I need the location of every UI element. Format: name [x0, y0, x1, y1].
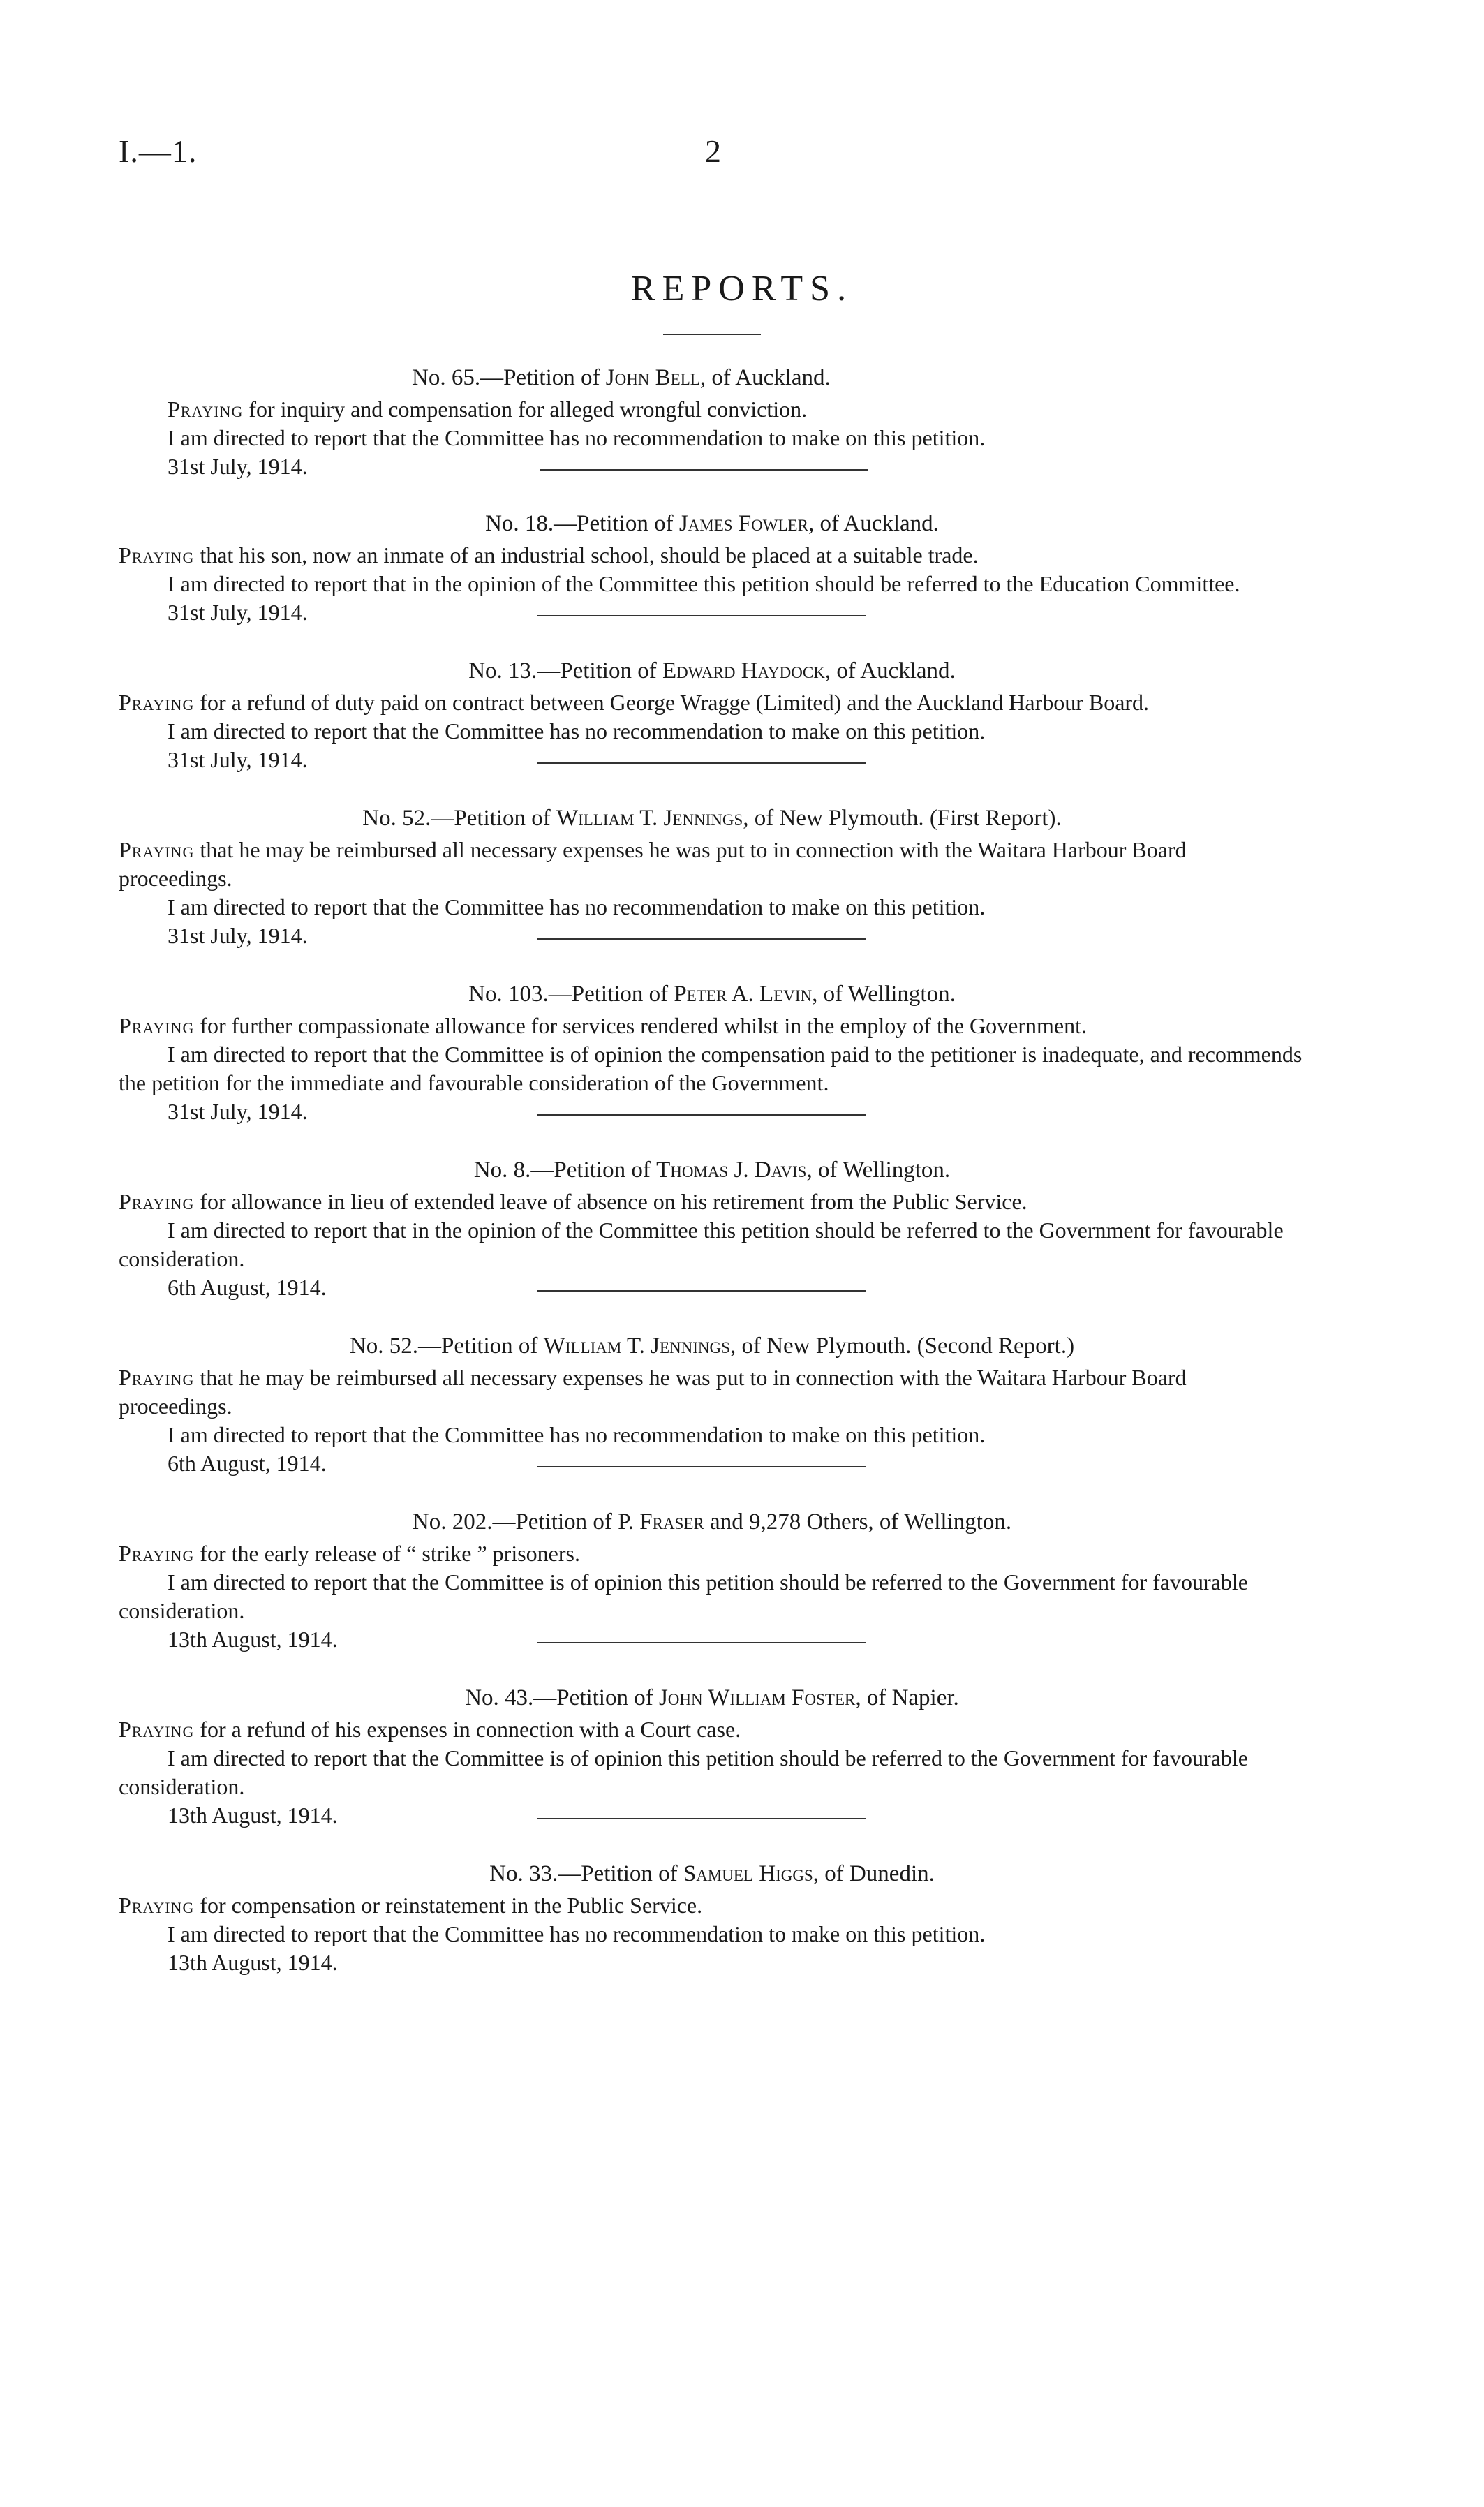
report-date: 31st July, 1914.	[168, 454, 308, 479]
praying-word: Praying	[119, 690, 195, 715]
date-row	[119, 746, 1305, 774]
petitioner-name: William T. Jennings	[543, 1333, 730, 1359]
heading-prefix: No. 52.—Petition of	[349, 1333, 544, 1359]
heading-suffix: , of Dunedin.	[813, 1861, 935, 1886]
petition-entry	[119, 1507, 1305, 1654]
entry-divider	[537, 762, 866, 764]
page-title: REPORTS.	[630, 269, 854, 309]
praying-body: for further compassionate allowance for services rendered whilst in the employ of the Government.	[194, 1013, 1087, 1038]
report-date: 13th August, 1914.	[168, 1803, 338, 1828]
praying-text	[119, 1012, 1305, 1040]
petitioner-name: Edward Haydock	[662, 658, 825, 683]
heading-prefix: No. 33.—Petition of	[489, 1861, 683, 1886]
report-date: 13th August, 1914.	[168, 1627, 338, 1652]
praying-body: that he may be reimbursed all necessary expenses he was put to in connection with the Waitara Harbour Board proceedings.	[119, 1365, 1187, 1419]
report-text: I am directed to report that the Committee is of opinion this petition should be referred to the Government for favourable consideration.	[119, 1569, 1248, 1623]
report-text: I am directed to report that in the opinion of the Committee this petition should be referred to the Education Committee.	[168, 571, 1240, 596]
petitioner-name: James Fowler	[678, 511, 808, 536]
heading-suffix: , of Napier.	[855, 1685, 959, 1710]
date-row	[119, 1801, 1305, 1830]
praying-text	[119, 1715, 1305, 1744]
date-row	[119, 1625, 1305, 1654]
praying-word: Praying	[119, 542, 195, 568]
praying-text	[119, 688, 1305, 717]
report-text: I am directed to report that the Committee is of opinion this petition should be referred to the Government for favourable consideration.	[119, 1745, 1248, 1799]
petition-heading	[119, 1859, 1305, 1888]
date-row	[119, 922, 1305, 950]
date-row	[119, 452, 1305, 481]
petition-entry	[119, 363, 1305, 481]
date-row	[119, 1273, 1305, 1302]
entry-divider	[537, 938, 866, 940]
report-text: I am directed to report that the Committee has no recommendation to make on this petition.	[168, 1921, 986, 1946]
heading-prefix: No. 65.—Petition of	[412, 365, 606, 390]
report-date: 31st July, 1914.	[168, 747, 308, 772]
praying-body: for a refund of his expenses in connection with a Court case.	[194, 1717, 741, 1742]
report-date: 31st July, 1914.	[168, 923, 308, 948]
entry-divider	[537, 1466, 866, 1467]
heading-prefix: No. 43.—Petition of	[465, 1685, 659, 1710]
reports-list	[119, 363, 1305, 1977]
petition-heading	[119, 804, 1305, 833]
praying-word: Praying	[119, 1365, 195, 1390]
praying-body: for a refund of duty paid on contract between George Wragge (Limited) and the Auckland Harbour Board.	[194, 690, 1150, 715]
heading-suffix: and 9,278 Others, of Wellington.	[704, 1509, 1012, 1534]
report-text: I am directed to report that in the opinion of the Committee this petition should be referred to the Government for favourable consideration.	[119, 1218, 1284, 1271]
heading-suffix: , of Wellington.	[812, 982, 956, 1007]
praying-text	[119, 1539, 1305, 1568]
praying-word: Praying	[119, 837, 195, 862]
heading-prefix: No. 52.—Petition of	[362, 806, 556, 831]
praying-word: Praying	[119, 1189, 195, 1214]
petitioner-name: William T. Jennings	[556, 806, 743, 831]
praying-word: Praying	[119, 1541, 195, 1566]
entry-divider	[537, 1290, 866, 1292]
praying-text	[168, 395, 1305, 424]
praying-body: that his son, now an inmate of an industrial school, should be placed at a suitable trade.	[194, 542, 979, 568]
petitioner-name: John Bell	[605, 365, 700, 390]
petition-entry	[119, 804, 1305, 950]
page-number: 2	[705, 133, 721, 169]
petition-heading	[119, 1507, 1305, 1537]
petition-heading	[119, 656, 1305, 686]
entry-divider	[537, 1642, 866, 1643]
praying-text	[119, 1188, 1305, 1216]
petitioner-name: John William Foster	[658, 1685, 856, 1710]
date-row	[119, 1948, 1305, 1977]
report-date: 31st July, 1914.	[168, 600, 308, 625]
petition-heading	[119, 979, 1305, 1009]
title-divider	[663, 334, 761, 335]
praying-word: Praying	[119, 1893, 195, 1918]
petition-entry	[119, 1683, 1305, 1830]
praying-body: for allowance in lieu of extended leave of absence on his retirement from the Public Service.	[194, 1189, 1027, 1214]
entry-divider	[537, 1818, 866, 1819]
petitioner-name: Peter A. Levin	[674, 982, 813, 1007]
petitioner-name: Thomas J. Davis	[656, 1158, 807, 1183]
heading-prefix: No. 13.—Petition of	[468, 658, 662, 683]
paper-reference: I.—1.	[119, 133, 198, 169]
praying-word: Praying	[119, 1013, 195, 1038]
praying-word: Praying	[168, 397, 244, 422]
heading-prefix: No. 8.—Petition of	[473, 1158, 657, 1183]
report-text: I am directed to report that the Committee is of opinion the compensation paid to the petitioner is inadequate, and recommends the petition for the immediate and favourable consideration of the Government.	[119, 1042, 1303, 1095]
heading-suffix: , of New Plymouth. (First Report).	[743, 806, 1062, 831]
praying-body: for compensation or reinstatement in the Public Service.	[194, 1893, 703, 1918]
petition-heading	[119, 1331, 1305, 1361]
praying-text	[119, 541, 1305, 570]
report-date: 6th August, 1914.	[168, 1451, 327, 1476]
praying-text	[119, 1363, 1305, 1421]
heading-suffix: , of Wellington.	[806, 1158, 951, 1183]
report-text: I am directed to report that the Committee has no recommendation to make on this petition.	[168, 718, 986, 744]
petition-heading	[119, 1155, 1305, 1185]
petition-heading	[119, 509, 1305, 538]
report-date: 31st July, 1914.	[168, 1099, 308, 1124]
heading-prefix: No. 103.—Petition of	[468, 982, 674, 1007]
report-text: I am directed to report that the Committee has no recommendation to make on this petition.	[168, 1422, 986, 1447]
petition-entry	[119, 1155, 1305, 1302]
date-row	[119, 1449, 1305, 1478]
entry-divider	[537, 1114, 866, 1116]
petition-entry	[119, 979, 1305, 1126]
report-date: 13th August, 1914.	[168, 1950, 338, 1975]
entry-divider	[540, 469, 868, 471]
date-row	[119, 1097, 1305, 1126]
heading-prefix: No. 18.—Petition of	[485, 511, 679, 536]
petitioner-name: Samuel Higgs	[683, 1861, 813, 1886]
praying-body: that he may be reimbursed all necessary expenses he was put to in connection with the Waitara Harbour Board proceedings.	[119, 837, 1187, 891]
petition-entry	[119, 1331, 1305, 1478]
report-text: I am directed to report that the Committee has no recommendation to make on this petition.	[168, 425, 986, 450]
date-row	[119, 598, 1305, 627]
praying-word: Praying	[119, 1717, 195, 1742]
petition-entry	[119, 509, 1305, 627]
petition-heading	[279, 363, 1305, 392]
praying-body: for inquiry and compensation for alleged wrongful conviction.	[243, 397, 808, 422]
report-text: I am directed to report that the Committee has no recommendation to make on this petition.	[168, 894, 986, 919]
heading-prefix: No. 202.—Petition of	[412, 1509, 618, 1534]
petitioner-name: P. Fraser	[618, 1509, 704, 1534]
petition-entry	[119, 656, 1305, 774]
entry-divider	[537, 615, 866, 616]
heading-suffix: , of Auckland.	[699, 365, 831, 390]
petition-heading	[119, 1683, 1305, 1713]
heading-suffix: , of New Plymouth. (Second Report.)	[729, 1333, 1075, 1359]
heading-suffix: , of Auckland.	[824, 658, 956, 683]
heading-suffix: , of Auckland.	[808, 511, 939, 536]
praying-body: for the early release of “ strike ” prisoners.	[194, 1541, 580, 1566]
report-date: 6th August, 1914.	[168, 1275, 327, 1300]
petition-entry	[119, 1859, 1305, 1977]
praying-text	[119, 836, 1305, 893]
praying-text	[119, 1891, 1305, 1920]
